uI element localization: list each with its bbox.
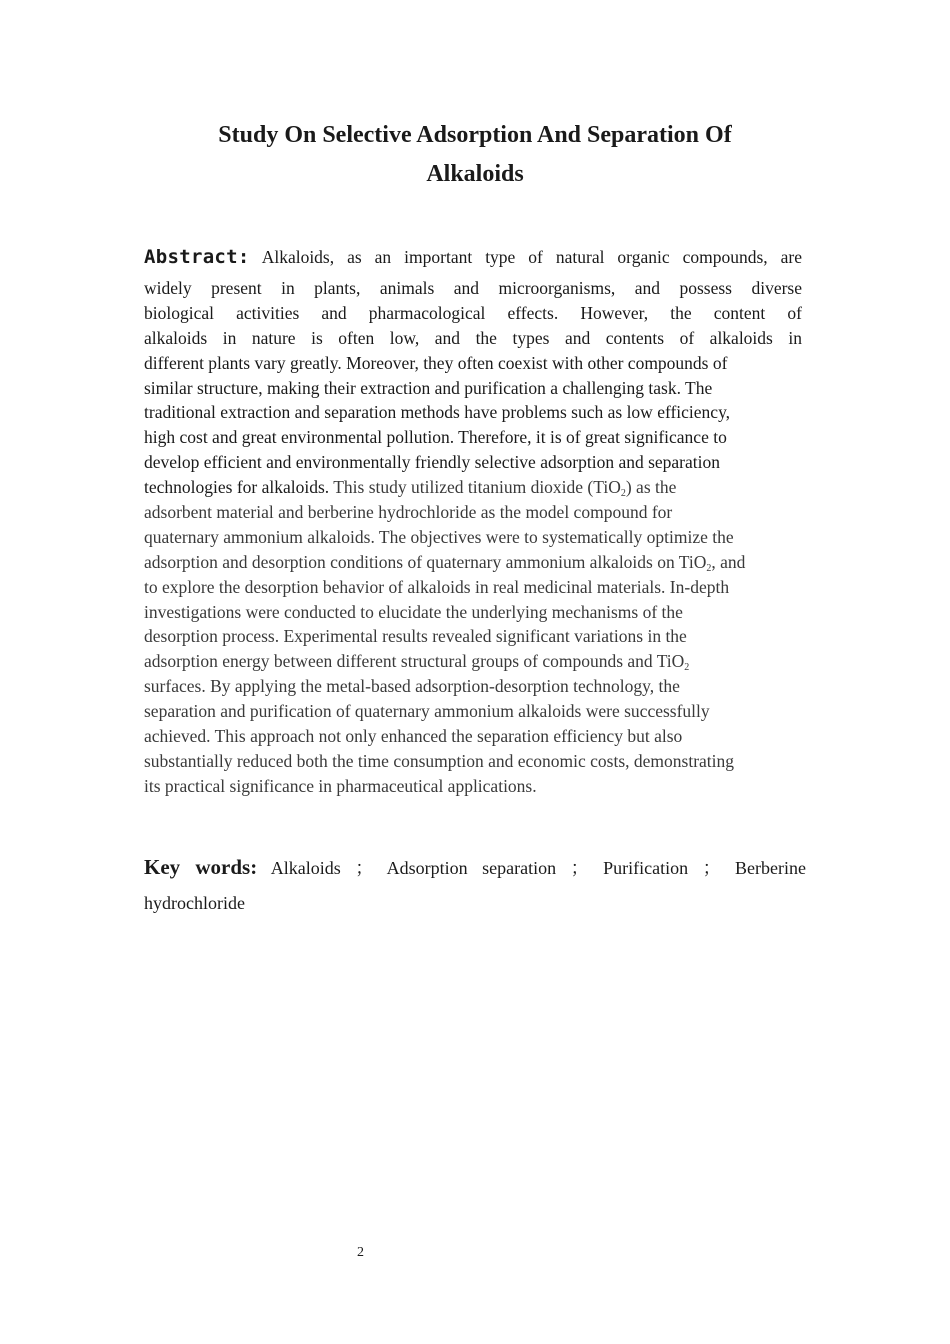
- abstract-section: [144, 242, 802, 799]
- keyword-item-continuation: hydrochloride: [144, 893, 245, 913]
- page-number: 2: [357, 1245, 364, 1260]
- keyword-separator: ；: [570, 858, 589, 878]
- abstract-line: alkaloids in nature is often low, and the types and contents of alkaloids in: [144, 327, 802, 348]
- abstract-line: surfaces. By applying the metal-based adsorption-desorption technology, the: [144, 676, 680, 697]
- abstract-text: technologies for alkaloids.: [144, 477, 334, 498]
- keyword-separator: ；: [702, 858, 721, 878]
- abstract-line: widely present in plants, animals and microorganisms, and possess diverse: [144, 278, 802, 298]
- abstract-text: This study utilized titanium dioxide (TiO: [333, 477, 621, 498]
- subscript: 2: [706, 562, 712, 574]
- abstract-first-line: [144, 242, 802, 276]
- title-line-2: Alkaloids: [426, 161, 524, 187]
- abstract-line: to explore the desorption behavior of alkaloids in real medicinal materials. In-depth: [144, 576, 730, 597]
- abstract-line: its practical significance in pharmaceutical applications.: [144, 775, 537, 796]
- abstract-line: separation and purification of quaternary ammonium alkaloids were successfully: [144, 701, 710, 722]
- keyword-item: Adsorption separation: [386, 858, 557, 878]
- abstract-text: adsorption and desorption conditions of quaternary ammonium alkaloids on TiO: [144, 551, 707, 572]
- abstract-line: adsorbent material and berberine hydrochloride as the model compound for: [144, 502, 673, 523]
- abstract-line: desorption process. Experimental results revealed significant variations in the: [144, 626, 687, 647]
- subscript: 2: [620, 488, 626, 500]
- title-line-1: Study On Selective Adsorption And Separation Of: [218, 122, 732, 148]
- abstract-line: [144, 475, 802, 500]
- abstract-line: traditional extraction and separation methods have problems such as low efficiency,: [144, 402, 731, 423]
- keyword-item: Berberine: [735, 858, 807, 878]
- abstract-line: [144, 550, 802, 575]
- keywords-line: [144, 852, 806, 888]
- keywords-section: [144, 852, 806, 918]
- abstract-line: quaternary ammonium alkaloids. The objectives were to systematically optimize the: [144, 526, 734, 547]
- keyword-item: Alkaloids: [270, 858, 341, 878]
- keyword-item: Purification: [603, 858, 689, 878]
- subscript: 2: [684, 662, 690, 674]
- abstract-text: adsorption energy between different structural groups of compounds and TiO: [144, 651, 685, 672]
- abstract-line: different plants vary greatly. Moreover, they often coexist with other compounds of: [144, 352, 728, 373]
- abstract-line: [144, 649, 802, 674]
- page-title: [150, 116, 800, 194]
- abstract-text: ) as the: [625, 477, 677, 498]
- abstract-label: Abstract:: [144, 246, 250, 268]
- abstract-line: high cost and great environmental pollution. Therefore, it is of great significance to: [144, 427, 727, 448]
- abstract-line: similar structure, making their extraction and purification a challenging task. The: [144, 377, 713, 398]
- abstract-line: biological activities and pharmacological effects. However, the content of: [144, 302, 802, 323]
- abstract-line: develop efficient and environmentally friendly selective adsorption and separation: [144, 452, 721, 473]
- abstract-text: Alkaloids, as an important type of natural organic compounds, are: [261, 247, 802, 267]
- keyword-separator: ；: [355, 858, 374, 878]
- keywords-label: Key words:: [144, 855, 258, 879]
- abstract-line: achieved. This approach not only enhanced the separation efficiency but also: [144, 726, 683, 747]
- abstract-text: , and: [711, 551, 746, 572]
- abstract-line: substantially reduced both the time consumption and economic costs, demonstrating: [144, 750, 735, 771]
- abstract-line: investigations were conducted to elucidate the underlying mechanisms of the: [144, 601, 683, 622]
